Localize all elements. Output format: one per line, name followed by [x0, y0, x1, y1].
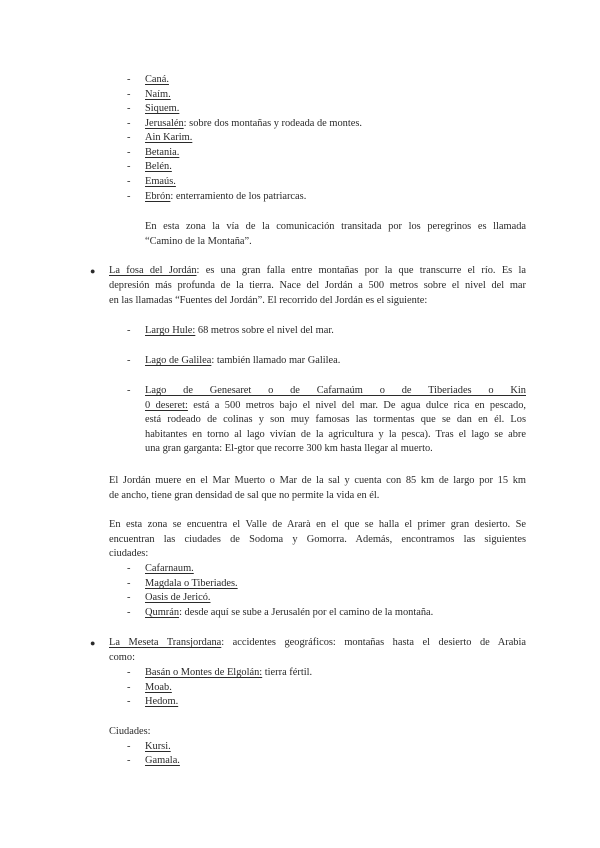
dash-marker: - [127, 385, 131, 396]
dash-marker: - [127, 741, 131, 752]
dash-marker: - [127, 161, 131, 172]
list-item: Hedom. [145, 696, 179, 707]
dash-marker: - [127, 578, 131, 589]
list-item: Magdala o Tiberiades. [145, 578, 238, 589]
dash-marker: - [127, 191, 131, 202]
list-item: Ain Karim. [145, 132, 193, 143]
section-heading-line: La Meseta Transjordana: accidentes geográficos: montañas hasta el desierto de Arabia [109, 637, 526, 648]
dash-marker: - [127, 563, 131, 574]
list-item: Emaús. [145, 176, 176, 187]
dash-marker: - [127, 74, 131, 85]
list-item: Gamala. [145, 755, 180, 766]
paragraph-line: En esta zona se encuentra el Valle de Ararà en el que se halla el primer gran desierto. Se [109, 519, 526, 530]
dash-marker: - [127, 696, 131, 707]
list-item: Oasis de Jericó. [145, 592, 211, 603]
ciudades-label: Ciudades: [109, 726, 151, 737]
list-item: Largo Hule: 68 metros sobre el nivel del mar. [145, 325, 334, 336]
section-heading-line: La fosa del Jordán: es una gran falla entre montañas por la que transcurre el río. Es la [109, 265, 526, 276]
paragraph-line: habitantes en torno al lago vivían de la agricultura y la pesca). Tras el lago se abre [145, 429, 526, 440]
paragraph-line: En esta zona la vía de la comunicación transitada por los peregrinos es llamada [145, 221, 526, 232]
dash-marker: - [127, 667, 131, 678]
list-item: Moab. [145, 682, 172, 693]
paragraph-line: en las llamadas “Fuentes del Jordán”. El recorrido del Jordán es el siguiente: [109, 295, 428, 306]
paragraph-line: ciudades: [109, 548, 149, 559]
list-item: Betania. [145, 147, 180, 158]
paragraph-line: una gran garganta: El-gtor que recorre 300 km hasta llegar al muerto. [145, 443, 433, 454]
list-item: Kursi. [145, 741, 171, 752]
paragraph-line: “Camino de la Montaña”. [145, 236, 252, 247]
dash-marker: - [127, 755, 131, 766]
paragraph-line: 0 deseret: está a 500 metros bajo el nivel del mar. De agua dulce rica en pescado, [145, 400, 526, 411]
dash-marker: - [127, 89, 131, 100]
dash-marker: - [127, 147, 131, 158]
list-item: Lago de Genesaret o de Cafarnaúm o de Tiberiades o Kin [145, 385, 526, 396]
list-item: Belén. [145, 161, 172, 172]
list-item: Caná. [145, 74, 169, 85]
dash-marker: - [127, 682, 131, 693]
section-title: La fosa del Jordán [109, 265, 197, 276]
bullet-marker: ● [90, 266, 96, 276]
dash-marker: - [127, 103, 131, 114]
list-item: Naím. [145, 89, 171, 100]
bullet-marker: ● [90, 638, 96, 648]
dash-marker: - [127, 325, 131, 336]
paragraph-line: está rodeado de colinas y son muy famosas las tormentas que se dan en él. Los [145, 414, 526, 425]
list-item: Qumrán: desde aquí se sube a Jerusalén por el camino de la montaña. [145, 607, 434, 618]
dash-marker: - [127, 607, 131, 618]
dash-marker: - [127, 592, 131, 603]
list-item: Lago de Galilea: también llamado mar Galilea. [145, 355, 341, 366]
dash-marker: - [127, 176, 131, 187]
list-item: Basán o Montes de Elgolán: tierra fértil. [145, 667, 313, 678]
paragraph-line: encuentran las ciudades de Sodoma y Gomorra. Además, encontramos las siguientes [109, 534, 526, 545]
paragraph-line: El Jordán muere en el Mar Muerto o Mar de la sal y cuenta con 85 km de largo por 15 km [109, 475, 526, 486]
dash-marker: - [127, 118, 131, 129]
list-item: Cafarnaum. [145, 563, 194, 574]
list-item: Siquem. [145, 103, 180, 114]
list-item: Jerusalén: sobre dos montañas y rodeada de montes. [145, 118, 363, 129]
list-item: Ebrón: enterramiento de los patriarcas. [145, 191, 307, 202]
paragraph-line: como: [109, 652, 135, 663]
dash-marker: - [127, 355, 131, 366]
section-title: La Meseta Transjordana [109, 637, 222, 648]
paragraph-line: depresión más profunda de la tierra. Nace del Jordán a 500 metros sobre el nivel del mar [109, 280, 526, 291]
dash-marker: - [127, 132, 131, 143]
paragraph-line: de ancho, tiene gran densidad de sal que no permite la vida en él. [109, 490, 380, 501]
